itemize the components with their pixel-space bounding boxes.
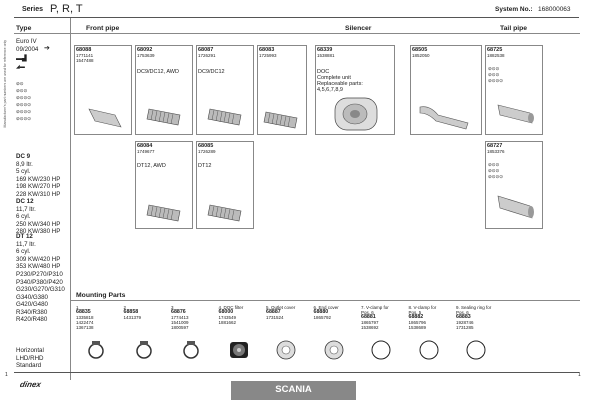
- flex-pipe-icon: [207, 197, 247, 227]
- clamp-icon: [179, 338, 203, 362]
- type-divider: [14, 33, 70, 34]
- mounting-oe: 1928746 1731285: [456, 320, 474, 330]
- flex-pipe-icon: [207, 101, 247, 131]
- mounting-num: 68882: [408, 314, 424, 320]
- truck-icon: ▬▟: [16, 56, 27, 62]
- euro-class: Euro IV 09/2004: [16, 38, 39, 53]
- mounting-oe: 1865796 1538689: [408, 320, 427, 330]
- series-label: Series: [22, 6, 44, 13]
- part-number: 68725: [487, 47, 503, 53]
- clamp-icon: [84, 338, 108, 362]
- mounting-title: 3: [171, 305, 174, 310]
- oe-numbers: 1749677: [137, 149, 155, 154]
- mounting-divider: [70, 300, 580, 301]
- mounting-oe: 1743549 1881662: [218, 315, 237, 325]
- mounting-part-68876[interactable]: [171, 305, 189, 330]
- model-list: P230/P270/P310 P340/P380/P420 G230/G270/G310 G340/G380 G420/G480 R340/R380 R420/R480: [16, 271, 65, 323]
- part-card-68339[interactable]: [315, 45, 395, 135]
- mounting-part-68881[interactable]: [361, 305, 389, 330]
- part-number: 68092: [137, 47, 153, 53]
- mounting-part-68880[interactable]: [314, 305, 339, 320]
- mounting-part-68887[interactable]: [266, 305, 295, 320]
- tail-pipe-icon: [494, 192, 538, 226]
- bent-pipe-icon: [416, 101, 478, 131]
- section-silencer: Silencer: [345, 25, 372, 32]
- engine-specs: 11,7 ltr. 6 cyl. 309 KW/420 HP 353 KW/480 HP: [16, 240, 61, 270]
- page-number-right: 1: [578, 372, 581, 378]
- part-card-68084[interactable]: [135, 141, 193, 229]
- part-number: 68087: [198, 47, 214, 53]
- ring-icon: [464, 338, 488, 362]
- oe-numbers: 1726291: [198, 53, 216, 58]
- ring-icon: [369, 338, 393, 362]
- mounting-oe: 1774413 1541009 1800597: [171, 315, 189, 330]
- mounting-oe: 1865792: [313, 315, 332, 320]
- pos-icon: ⊘⊙⊙ ⊘⊙⊙ ⊘⊙⊙⊙: [488, 162, 504, 179]
- part-number: 68339: [317, 47, 333, 53]
- oe-numbers: 1771141 1547488: [76, 53, 94, 63]
- system-number-label: System No.:: [495, 6, 533, 13]
- mounting-part-68835[interactable]: [76, 305, 94, 330]
- mounting-title: 5. Outlet cover: [266, 305, 296, 310]
- page-number-left: 1: [5, 372, 8, 378]
- part-number: 68088: [76, 47, 92, 53]
- oe-numbers: 1882538: [487, 53, 505, 58]
- pos-icon: ⊘⊙⊙ ⊘⊙⊙ ⊘⊙⊙⊙: [488, 66, 504, 83]
- part-number: 68727: [487, 143, 503, 149]
- part-card-68083[interactable]: [257, 45, 307, 135]
- oe-numbers: 1725993: [259, 53, 277, 58]
- mounting-num: 68000: [218, 309, 234, 315]
- mounting-title: 7. V-clamp for Pos. 6: [361, 305, 389, 315]
- mounting-num: 68876: [171, 309, 186, 315]
- engine-specs: 8,9 ltr. 5 cyl. 169 KW/230 HP 198 KW/270 HP 228 KW/310 HP: [16, 160, 61, 198]
- engine-dt12: [16, 233, 60, 271]
- part-card-68727[interactable]: [485, 141, 543, 229]
- part-number: 68083: [259, 47, 275, 53]
- flex-pipe-icon: [146, 197, 186, 227]
- front-pipe-icon: [85, 101, 125, 131]
- mounting-title: 9. Sealing ring for Pos. 6: [456, 305, 492, 315]
- mounting-part-68858[interactable]: [124, 305, 142, 320]
- part-card-68088[interactable]: [74, 45, 132, 135]
- part-card-68087[interactable]: [196, 45, 254, 135]
- mounting-num: 68835: [76, 309, 91, 315]
- oe-numbers: 1753639: [137, 53, 155, 58]
- engine-dc12: [16, 198, 60, 236]
- filter-icon: [227, 338, 251, 362]
- mounting-title: 6. End cover: [313, 305, 339, 310]
- flex-pipe-icon: [263, 106, 303, 132]
- part-desc: DT12, AWD: [137, 163, 166, 169]
- type-label: Type: [16, 25, 32, 32]
- chassis-icon: ◢▬: [16, 64, 25, 70]
- flex-pipe-icon: [146, 101, 186, 131]
- mounting-num: 68880: [313, 309, 329, 315]
- engine-label: DC 9: [16, 153, 31, 160]
- mounting-oe: 1335818 1422474 1367138: [76, 315, 94, 330]
- mounting-num: 68858: [123, 309, 139, 315]
- mounting-part-68882[interactable]: [409, 305, 437, 330]
- part-card-68725[interactable]: [485, 45, 543, 135]
- mounting-title: 4. DOC filter: [218, 305, 244, 310]
- part-number: 68505: [412, 47, 428, 53]
- mounting-oe: 1865797 1538692: [361, 320, 379, 330]
- clamp-icon: [132, 338, 156, 362]
- part-card-68085[interactable]: [196, 141, 254, 229]
- section-mounting-parts: Mounting Parts: [76, 292, 126, 299]
- brand-name: SCANIA: [275, 384, 312, 395]
- cover-icon: [274, 338, 298, 362]
- oe-numbers: 1538881: [317, 53, 335, 58]
- part-desc: DT12: [198, 163, 212, 169]
- header-divider: [14, 17, 579, 18]
- mounting-oe: 1431379: [123, 315, 142, 320]
- part-number: 68085: [198, 143, 214, 149]
- part-desc: DC9/DC12: [198, 69, 225, 75]
- mounting-title: 2: [123, 305, 127, 310]
- part-card-68092[interactable]: [135, 45, 193, 135]
- ring-icon: [417, 338, 441, 362]
- silencer-icon: [331, 94, 381, 134]
- mounting-oe: 1731524: [266, 315, 284, 320]
- engine-dc9: [16, 153, 60, 198]
- section-tail-pipe: Tail pipe: [500, 25, 528, 32]
- oe-numbers: 1726289: [198, 149, 216, 154]
- engine-label: DT 12: [16, 233, 33, 240]
- part-desc: DOC Complete unit Replaceable parts: 4,5,6,7,8,9: [317, 69, 363, 93]
- section-front-pipe: Front pipe: [86, 25, 120, 32]
- mounting-num: 68887: [266, 309, 281, 315]
- engine-label: DC 12: [16, 198, 34, 205]
- oe-numbers: 1852050: [412, 53, 430, 58]
- system-number-value: 168000063: [538, 6, 571, 13]
- sidebar-divider: [70, 18, 71, 380]
- mounting-num: 68883: [456, 314, 471, 320]
- part-desc: DC9/DC12, AWD: [137, 69, 179, 75]
- engine-specs: 11,7 ltr. 6 cyl. 250 KW/340 HP 280 KW/380 HP: [16, 205, 61, 235]
- disclaimer-text: Manufacturer's part numbers are used for reference only: [3, 40, 7, 128]
- oe-numbers: 1853376: [487, 149, 505, 154]
- mounting-part-68000[interactable]: [219, 305, 244, 325]
- mounting-num: 68881: [361, 314, 376, 320]
- mounting-title: 1: [76, 305, 79, 310]
- section-divider: [70, 33, 580, 34]
- mounting-part-68883[interactable]: [456, 305, 491, 330]
- part-card-68505[interactable]: [410, 45, 482, 135]
- arrow-right-icon: ➔: [44, 45, 50, 52]
- cover-icon: [322, 338, 346, 362]
- tail-pipe-icon: [494, 101, 538, 131]
- part-number: 68084: [137, 143, 153, 149]
- footer-divider: [14, 372, 579, 373]
- series-value: P, R, T: [50, 3, 83, 15]
- dinex-logo: dinex: [19, 380, 42, 389]
- pos-icons: ⊘⊙ ⊘⊙⊙ ⊘⊙⊙⊙ ⊘⊙⊙⊙ ⊘⊙⊙⊙ ⊘⊙⊙⊙: [16, 81, 32, 121]
- mounting-title: 8. V-clamp for Pos. 5: [408, 305, 437, 315]
- chassis-info: Horizontal LHD/RHD Standard: [16, 347, 44, 369]
